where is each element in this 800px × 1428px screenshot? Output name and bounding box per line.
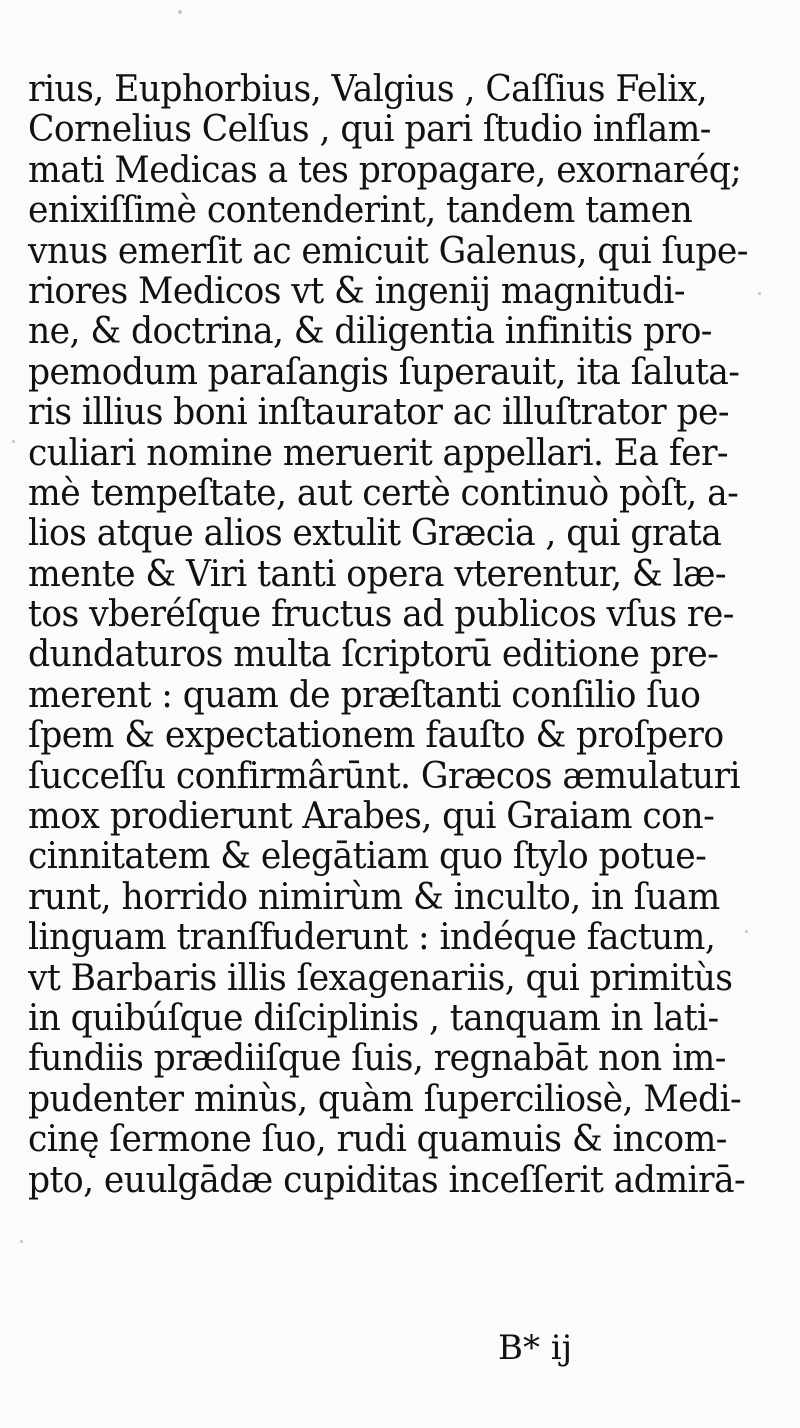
text-line: vt Barbaris illis ſexagenariis, qui primitùs <box>28 957 733 999</box>
body-text <box>28 69 748 1201</box>
text-line: cinnitatem & elegātiam quo ſtylo potue- <box>28 836 707 878</box>
text-line: mox prodierunt Arabes, qui Graiam con- <box>28 796 715 838</box>
text-line: ne, & doctrina, & diligentia infinitis pro- <box>28 311 712 353</box>
text-line: ris illius boni inſtaurator ac illuſtrator pe- <box>28 392 730 434</box>
text-line: lios atque alios extulit Græcia , qui grata <box>28 513 722 555</box>
text-line: pto, euulgādæ cupiditas inceſſerit admirā- <box>28 1159 746 1201</box>
text-line: ſucceſſu confirmârūnt. Græcos æmulaturi <box>28 755 741 797</box>
text-line: mati Medicas a tes propagare, exornaréq; <box>28 149 742 191</box>
text-line: tos vberéſque fructus ad publicos vſus re- <box>28 594 734 636</box>
text-line: runt, horrido nimirùm & inculto, in ſuam <box>28 876 720 918</box>
text-line: in quibúſque diſciplinis , tanquam in lati- <box>28 997 719 1039</box>
text-line: cinę ſermone ſuo, rudi quamuis & incom- <box>28 1119 727 1161</box>
text-line: fundiis prædiiſque ſuis, regnabāt non im- <box>28 1038 726 1080</box>
text-line: merent : quam de præſtanti conſilio ſuo <box>28 674 701 716</box>
ink-speck <box>178 10 182 14</box>
text-line: pemodum paraſangis ſuperauit, ita ſaluta- <box>28 351 740 393</box>
text-line: culiari nomine meruerit appellari. Ea fer- <box>28 432 729 474</box>
text-line: mente & Viri tanti opera vterentur, & læ- <box>28 553 726 595</box>
text-line: pudenter minùs, quàm ſuperciliosè, Medi- <box>28 1078 742 1120</box>
text-line: dundaturos multa ſcriptorū editione pre- <box>28 634 719 676</box>
ink-speck <box>758 292 761 295</box>
text-line: vnus emerſit ac emicuit Galenus, qui ſupe- <box>28 230 748 272</box>
text-line: riores Medicos vt & ingenij magnitudi- <box>28 270 685 312</box>
text-line: enixiſſimè contenderint, tandem tamen <box>28 190 693 232</box>
text-line: linguam tranſfuderunt : indéque factum, <box>28 917 716 959</box>
ink-speck <box>745 930 748 933</box>
ink-speck <box>20 1240 23 1243</box>
text-line: ſpem & expectationem fauſto & proſpero <box>28 715 724 757</box>
ink-speck <box>12 440 15 443</box>
text-line: rius, Euphorbius, Valgius , Caſſius Felix, <box>28 69 708 110</box>
text-line: Cornelius Celſus , qui pari ſtudio inflam- <box>28 109 711 151</box>
text-line: mè tempeſtate, aut certè continuò pòſt, a- <box>28 472 739 514</box>
signature-mark: B* ij <box>498 1328 573 1368</box>
